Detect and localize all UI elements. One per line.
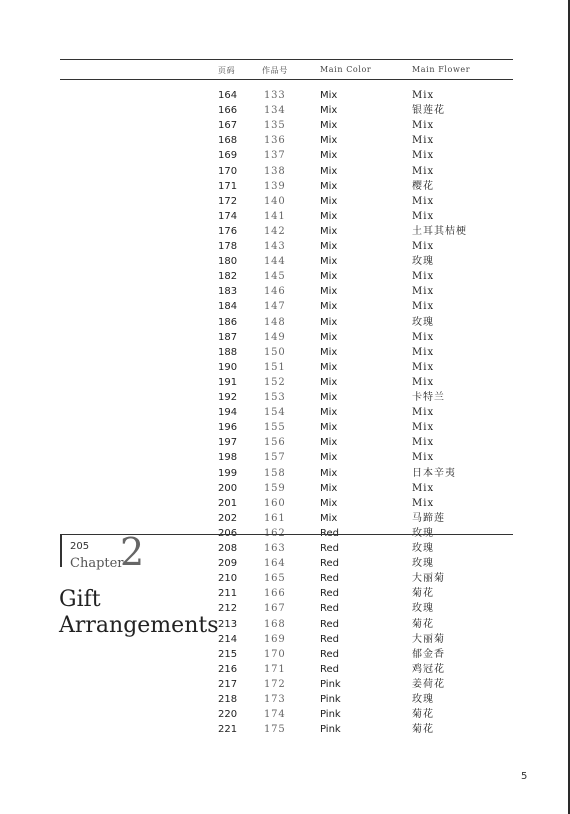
cell-flower: Mix: [412, 195, 435, 207]
table-row: [0, 707, 570, 722]
cell-color: Mix: [320, 316, 338, 328]
top-rule: [60, 59, 513, 60]
cell-page: 221: [218, 724, 238, 736]
table-row: [0, 148, 570, 163]
cell-page: 216: [218, 663, 238, 675]
cell-color: Pink: [320, 678, 341, 690]
table-row: [0, 330, 570, 345]
cell-work: 156: [264, 437, 286, 449]
cell-color: Red: [320, 588, 339, 600]
table-row: [0, 360, 570, 375]
cell-flower: Mix: [412, 90, 435, 101]
table-row: [0, 511, 570, 526]
cell-work: 175: [264, 724, 286, 736]
header-color: Main Color: [320, 65, 372, 74]
cell-color: Mix: [320, 437, 338, 449]
cell-page: 174: [218, 210, 238, 222]
cell-page: 170: [218, 165, 238, 177]
cell-page: 184: [218, 301, 238, 313]
table-row: [0, 345, 570, 360]
cell-flower: Mix: [412, 286, 435, 298]
cell-color: Pink: [320, 709, 341, 721]
cell-color: Red: [320, 648, 339, 660]
cell-flower: 玫瑰: [412, 316, 434, 328]
cell-flower: 日本辛夷: [412, 467, 456, 479]
cell-work: 155: [264, 422, 286, 434]
cell-color: Mix: [320, 467, 338, 479]
cell-work: 150: [264, 346, 286, 358]
chapter-title-line-2: Arrangements: [59, 613, 219, 638]
cell-page: 178: [218, 241, 238, 252]
cell-flower: Mix: [412, 165, 435, 177]
header-rule: [60, 79, 513, 80]
cell-work: 160: [264, 497, 286, 509]
cell-work: 171: [264, 663, 286, 675]
table-row: [0, 405, 570, 420]
cell-page: 188: [218, 346, 238, 358]
cell-page: 198: [218, 452, 238, 464]
cell-flower: 大丽菊: [412, 573, 445, 585]
cell-page: 176: [218, 225, 238, 237]
cell-work: 166: [264, 588, 286, 600]
cell-flower: 马蹄莲: [412, 512, 445, 524]
cell-color: Red: [320, 663, 339, 675]
table-row: [0, 118, 570, 133]
cell-page: 172: [218, 195, 238, 207]
cell-work: 143: [264, 241, 286, 252]
table-row: [0, 299, 570, 314]
cell-flower: 姜荷花: [412, 678, 445, 690]
cell-page: 166: [218, 105, 238, 117]
cell-color: Mix: [320, 180, 338, 192]
cell-color: Red: [320, 603, 339, 615]
cell-work: 165: [264, 573, 286, 585]
cell-color: Mix: [320, 135, 338, 147]
table-row: [0, 450, 570, 465]
cell-work: 141: [264, 210, 286, 222]
cell-work: 159: [264, 482, 286, 494]
cell-page: 186: [218, 316, 238, 328]
cell-page: 212: [218, 603, 238, 615]
cell-page: 183: [218, 286, 238, 298]
table-row: [0, 88, 570, 103]
cell-work: 167: [264, 603, 286, 615]
cell-flower: Mix: [412, 376, 435, 388]
cell-page: 167: [218, 120, 238, 132]
cell-page: 208: [218, 543, 238, 554]
table-row: [0, 647, 570, 662]
cell-work: 139: [264, 180, 286, 192]
cell-color: Mix: [320, 346, 338, 358]
cell-page: 164: [218, 90, 238, 101]
chapter-label: Chapter: [70, 556, 124, 571]
cell-color: Mix: [320, 210, 338, 222]
cell-page: 220: [218, 709, 238, 721]
cell-color: Red: [320, 633, 339, 645]
cell-flower: Mix: [412, 482, 435, 494]
cell-work: 152: [264, 376, 286, 388]
cell-flower: 郁金香: [412, 648, 445, 660]
cell-color: Mix: [320, 512, 338, 524]
cell-page: 191: [218, 376, 238, 388]
cell-page: 197: [218, 437, 238, 449]
cell-color: Red: [320, 618, 339, 630]
cell-page: 190: [218, 361, 238, 373]
cell-page: 215: [218, 648, 238, 660]
cell-work: 170: [264, 648, 286, 660]
table-row: [0, 254, 570, 269]
table-row: [0, 224, 570, 239]
cell-work: 135: [264, 120, 286, 132]
table-row: [0, 269, 570, 284]
chapter-title: [59, 587, 219, 639]
table-row: [0, 677, 570, 692]
cell-work: 173: [264, 694, 286, 705]
cell-flower: 玫瑰: [412, 256, 434, 268]
cell-flower: Mix: [412, 497, 435, 509]
cell-flower: 樱花: [412, 180, 434, 192]
cell-color: Mix: [320, 150, 338, 162]
cell-color: Mix: [320, 482, 338, 494]
cell-page: 218: [218, 694, 238, 705]
cell-flower: Mix: [412, 437, 435, 449]
cell-page: 199: [218, 467, 238, 479]
table-row: [0, 435, 570, 450]
cell-work: 145: [264, 271, 286, 283]
cell-flower: 菊花: [412, 709, 434, 721]
cell-flower: Mix: [412, 301, 435, 313]
cell-flower: 卡特兰: [412, 392, 445, 403]
cell-page: 168: [218, 135, 238, 147]
cell-color: Mix: [320, 452, 338, 464]
cell-page: 180: [218, 256, 238, 268]
table-row: [0, 692, 570, 707]
cell-color: Red: [320, 543, 339, 554]
cell-page: 187: [218, 331, 238, 343]
cell-work: 161: [264, 512, 286, 524]
table-row: [0, 722, 570, 737]
cell-work: 149: [264, 331, 286, 343]
chapter-page-number: 205: [70, 541, 90, 552]
cell-flower: 玫瑰: [412, 603, 434, 615]
cell-flower: Mix: [412, 150, 435, 162]
cell-flower: 银莲花: [412, 105, 445, 117]
cell-page: 194: [218, 407, 238, 419]
cell-color: Mix: [320, 195, 338, 207]
cell-work: 151: [264, 361, 286, 373]
cell-flower: 玫瑰: [412, 558, 434, 570]
cell-work: 133: [264, 90, 286, 101]
cell-work: 134: [264, 105, 286, 117]
cell-work: 164: [264, 558, 286, 570]
cell-flower: Mix: [412, 452, 435, 464]
cell-flower: Mix: [412, 135, 435, 147]
cell-flower: 鸡冠花: [412, 663, 445, 675]
cell-page: 211: [218, 588, 238, 600]
cell-flower: Mix: [412, 361, 435, 373]
cell-color: Mix: [320, 271, 338, 283]
cell-color: Mix: [320, 331, 338, 343]
cell-work: 157: [264, 452, 286, 464]
cell-page: 210: [218, 573, 238, 585]
table-row: [0, 179, 570, 194]
cell-page: 192: [218, 392, 238, 403]
cell-work: 168: [264, 618, 286, 630]
cell-color: Mix: [320, 120, 338, 132]
chapter-number: 2: [120, 530, 145, 574]
cell-page: 213: [218, 618, 238, 630]
table-row: [0, 466, 570, 481]
cell-page: 200: [218, 482, 238, 494]
cell-work: 136: [264, 135, 286, 147]
cell-work: 172: [264, 678, 286, 690]
cell-color: Mix: [320, 497, 338, 509]
cell-work: 146: [264, 286, 286, 298]
cell-flower: Mix: [412, 241, 435, 252]
cell-color: Mix: [320, 165, 338, 177]
cell-flower: 玫瑰: [412, 694, 434, 705]
header-flower: Main Flower: [412, 65, 471, 74]
cell-color: Mix: [320, 256, 338, 268]
cell-color: Red: [320, 573, 339, 585]
header-page: 页码: [218, 66, 236, 75]
cell-flower: Mix: [412, 422, 435, 434]
cell-color: Mix: [320, 422, 338, 434]
cell-work: 140: [264, 195, 286, 207]
cell-page: 214: [218, 633, 238, 645]
cell-page: 209: [218, 558, 238, 570]
cell-color: Pink: [320, 694, 341, 705]
cell-flower: Mix: [412, 407, 435, 419]
cell-color: Pink: [320, 724, 341, 736]
cell-work: 158: [264, 467, 286, 479]
cell-color: Mix: [320, 90, 338, 101]
cell-color: Mix: [320, 286, 338, 298]
cell-color: Mix: [320, 376, 338, 388]
cell-work: 142: [264, 225, 286, 237]
cell-color: Mix: [320, 105, 338, 117]
cell-work: 174: [264, 709, 286, 721]
cell-color: Red: [320, 558, 339, 570]
cell-flower: 土耳其桔梗: [412, 225, 467, 237]
table-row: [0, 284, 570, 299]
table-row: [0, 375, 570, 390]
cell-color: Mix: [320, 392, 338, 403]
cell-page: 201: [218, 497, 238, 509]
cell-page: 182: [218, 271, 238, 283]
chapter-marker-bar: [60, 535, 62, 567]
cell-work: 137: [264, 150, 286, 162]
cell-color: Mix: [320, 241, 338, 252]
table-row: [0, 481, 570, 496]
cell-page: 217: [218, 678, 238, 690]
cell-color: Mix: [320, 361, 338, 373]
cell-flower: 菊花: [412, 618, 434, 630]
page-number: 5: [521, 771, 528, 782]
cell-work: 144: [264, 256, 286, 268]
cell-page: 171: [218, 180, 238, 192]
cell-work: 148: [264, 316, 286, 328]
table-row: [0, 164, 570, 179]
cell-flower: 玫瑰: [412, 543, 434, 554]
cell-page: 169: [218, 150, 238, 162]
cell-flower: Mix: [412, 271, 435, 283]
table-row: [0, 662, 570, 677]
cell-flower: Mix: [412, 346, 435, 358]
header-work: 作品号: [262, 66, 288, 75]
table-row: [0, 209, 570, 224]
table-row: [0, 194, 570, 209]
cell-color: Mix: [320, 407, 338, 419]
cell-flower: 菊花: [412, 724, 434, 736]
chapter-title-line-1: Gift: [59, 587, 101, 612]
cell-color: Mix: [320, 225, 338, 237]
table-row: [0, 496, 570, 511]
cell-work: 138: [264, 165, 286, 177]
cell-flower: 大丽菊: [412, 633, 445, 645]
cell-page: 196: [218, 422, 238, 434]
cell-work: 163: [264, 543, 286, 554]
cell-color: Mix: [320, 301, 338, 313]
cell-work: 154: [264, 407, 286, 419]
table-row: [0, 390, 570, 405]
cell-flower: Mix: [412, 120, 435, 132]
table-row: [0, 133, 570, 148]
cell-flower: Mix: [412, 331, 435, 343]
table-row: [0, 239, 570, 254]
cell-work: 169: [264, 633, 286, 645]
table-row: [0, 420, 570, 435]
cell-flower: Mix: [412, 210, 435, 222]
table-row: [0, 571, 570, 586]
cell-flower: 菊花: [412, 588, 434, 600]
table-row: [0, 103, 570, 118]
cell-page: 202: [218, 512, 238, 524]
table-row: [0, 315, 570, 330]
cell-work: 147: [264, 301, 286, 313]
cell-work: 153: [264, 392, 286, 403]
